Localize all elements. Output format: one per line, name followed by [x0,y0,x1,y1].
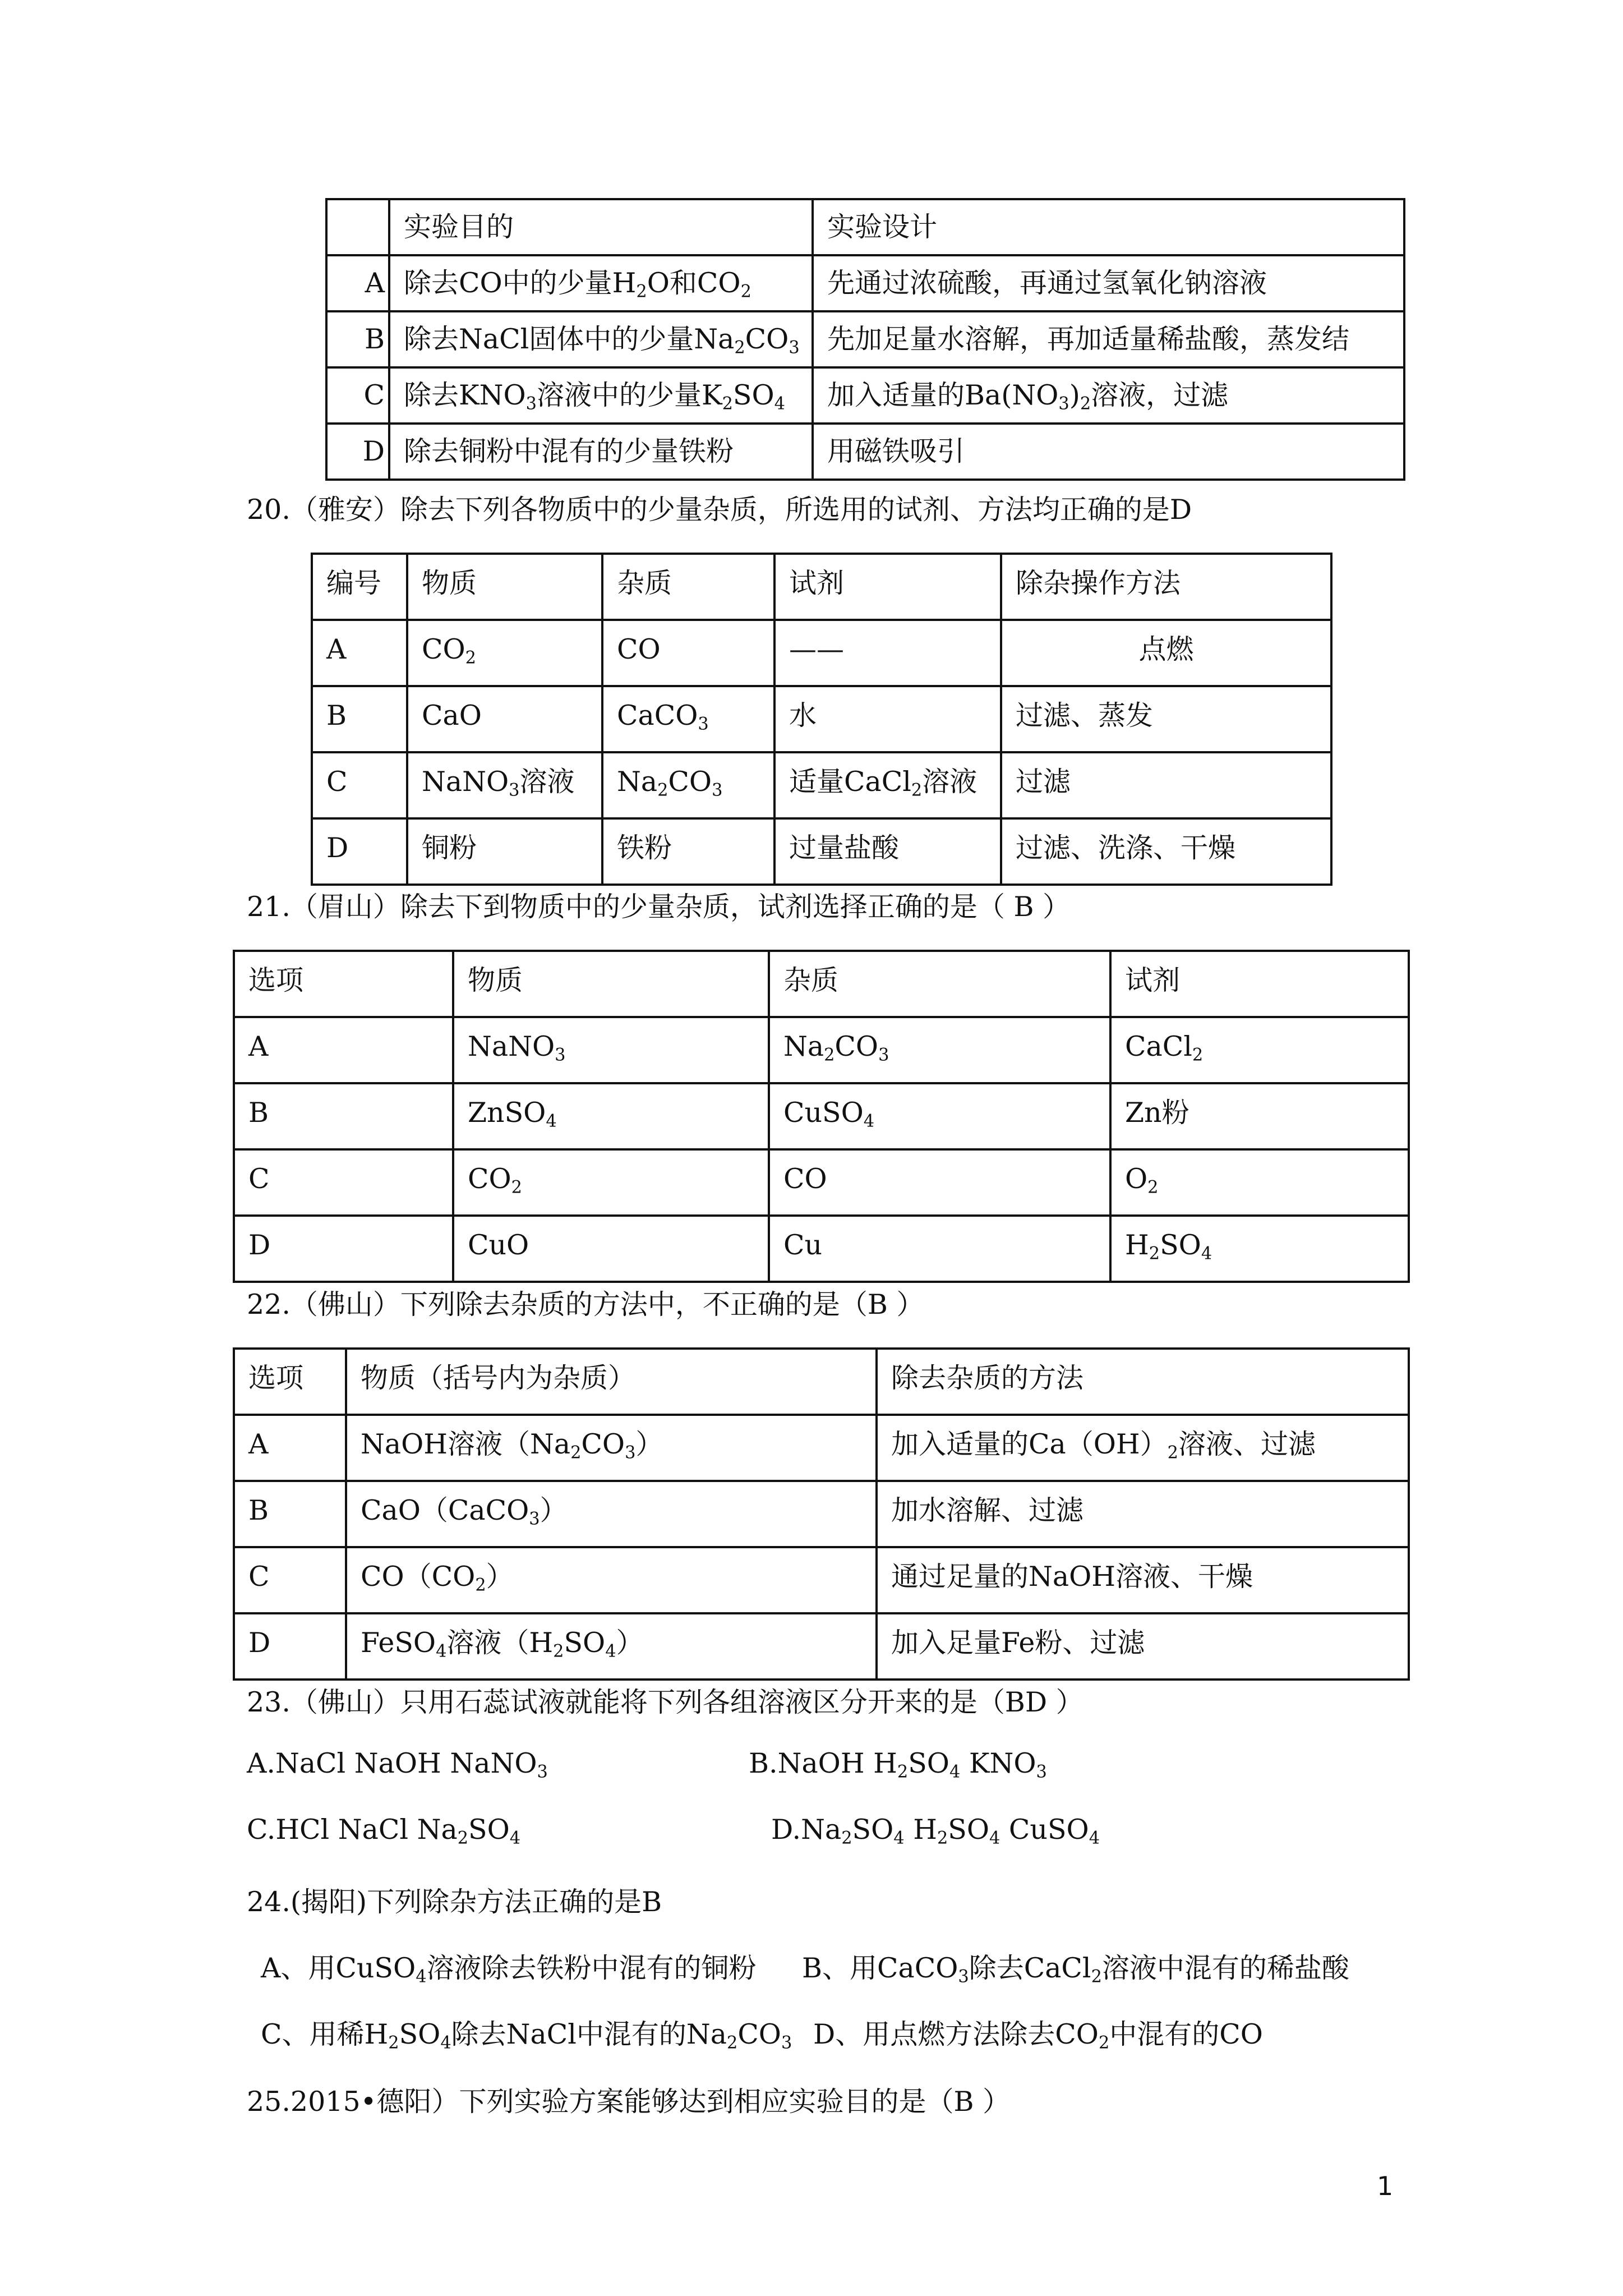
table-cell: CaCO$_3$ [602,686,774,752]
option-c: C、用稀$H_2SO_4$除去NaCl中混有的$Na_2CO_3$ [261,2018,792,2053]
header-cell: 除去杂质的方法 [877,1349,1409,1415]
table-cell: C [312,752,407,818]
table-header-row [234,951,1409,1017]
table-cell: NaNO$_3$ [453,1017,769,1083]
question-21: 21.（眉山）除去下到物质中的少量杂质，试剂选择正确的是（ B ） [247,891,1071,923]
table-cell: $O_2$ [1110,1149,1409,1216]
question-23: 23.（佛山）只用石蕊试液就能将下列各组溶液区分开来的是（BD ） [247,1686,1083,1718]
table-cell: 过量盐酸 [774,818,1001,885]
table-cell: ZnSO$_4$ [453,1083,769,1149]
table-cell: CuSO$_4$ [769,1083,1110,1149]
design-cell: 先加足量水溶解，再加适量稀盐酸，蒸发结 [813,311,1404,367]
table-cell: 加入足量Fe粉、过滤 [877,1613,1409,1680]
table-cell: $CO_2$ [453,1149,769,1216]
option-b: B、用CaCO$_3$除去CaCl$_2$溶液中混有的稀盐酸 [802,1952,1349,1987]
table-cell: D [234,1613,346,1680]
table-cell: 过滤、蒸发 [1001,686,1331,752]
table-cell: 过滤 [1001,752,1331,818]
header-cell: 实验目的 [389,199,813,255]
table-cell: 铁粉 [602,818,774,885]
goal-cell: 除去NaCl固体中的少量$Na_2CO_3$ [389,311,813,367]
table-cell: A [312,620,407,686]
goal-cell: 除去$KNO_3$溶液中的少量$K_2SO_4$ [389,367,813,424]
table-cell: Zn粉 [1110,1083,1409,1149]
table-cell: FeSO$_4$溶液$(H_2SO_4)$ [346,1613,877,1680]
table-cell: NaNO$_3$溶液 [407,752,602,818]
table-row [312,818,1331,885]
table-cell: CaO [407,686,602,752]
design-cell: 加入适量的$Ba(NO_3)_2$溶液，过滤 [813,367,1404,424]
table-row [234,1083,1409,1149]
option-d: D、用点燃方法除去$CO_2$中混有的CO [813,2018,1263,2053]
page-number: 1 [1377,2171,1394,2201]
header-cell: 实验设计 [813,199,1404,255]
table-cell: 铜粉 [407,818,602,885]
header-cell: 试剂 [774,554,1001,620]
header-cell: 物质 [453,951,769,1017]
table-row [234,1017,1409,1083]
goal-cell: 除去铜粉中混有的少量铁粉 [389,424,813,480]
table-row [326,367,1404,424]
question-24: 24.(揭阳)下列除杂方法正确的是B [247,1886,662,1918]
table-cell: 水 [774,686,1001,752]
table-row [234,1149,1409,1216]
table-cell: 适量CaCl$_2$溶液 [774,752,1001,818]
table-cell: A [234,1017,453,1083]
table-cell: $Na_2CO_3$ [602,752,774,818]
table-cell: —— [774,620,1001,686]
header-cell: 物质 [407,554,602,620]
table-cell: A [234,1415,346,1481]
header-cell: 选项 [234,1349,346,1415]
table-row [326,424,1404,480]
table-cell: 过滤、洗涤、干燥 [1001,818,1331,885]
row-label: A [326,255,389,311]
header-cell: 试剂 [1110,951,1409,1017]
option-b: B.NaOH $H_2SO_4$ $KNO_3$ [749,1747,1047,1782]
table-header-row [312,554,1331,620]
table-row [326,311,1404,367]
option-a: A.NaCl NaOH NaNO$_3$ [247,1747,548,1782]
table-row [234,1415,1409,1481]
header-cell [326,199,389,255]
table-cell: $Na_2CO_3$ [769,1017,1110,1083]
table-cell: NaOH溶液$(Na_2CO_3)$ [346,1415,877,1481]
row-label: B [326,311,389,367]
option-a: A、用CuSO$_4$溶液除去铁粉中混有的铜粉 [261,1952,757,1987]
header-cell: 杂质 [769,951,1110,1017]
table-row [326,255,1404,311]
table-cell: CO [602,620,774,686]
table-q20 [311,553,1332,886]
header-cell: 物质（括号内为杂质） [346,1349,877,1415]
question-20: 20.（雅安）除去下列各物质中的少量杂质，所选用的试剂、方法均正确的是D [247,494,1192,526]
question-22: 22.（佛山）下列除去杂质的方法中，不正确的是（B ） [247,1289,924,1320]
table-cell: 加水溶解、过滤 [877,1481,1409,1547]
table-cell: CO [769,1149,1110,1216]
header-cell: 杂质 [602,554,774,620]
table-cell: Cu [769,1216,1110,1282]
table-cell: B [234,1481,346,1547]
table-cell: C [234,1547,346,1613]
table-cell: B [312,686,407,752]
design-cell: 先通过浓硫酸，再通过氢氧化钠溶液 [813,255,1404,311]
header-cell: 除杂操作方法 [1001,554,1331,620]
table-row [234,1547,1409,1613]
table-cell: D [234,1216,453,1282]
table-cell: C [234,1149,453,1216]
row-label: D [326,424,389,480]
table-cell: 加入适量的$Ca(OH)_2$溶液、过滤 [877,1415,1409,1481]
table-cell: 通过足量的NaOH溶液、干燥 [877,1547,1409,1613]
table-experiment-design [325,198,1405,481]
table-row [234,1481,1409,1547]
option-c: C.HCl NaCl $Na_2SO_4$ [247,1814,521,1848]
design-cell: 用磁铁吸引 [813,424,1404,480]
table-q21 [233,950,1410,1283]
table-row [234,1613,1409,1680]
table-cell: CaO（CaCO$_3$） [346,1481,877,1547]
option-d: $D.Na_2SO_4$ $H_2SO_4$ CuSO$_4$ [771,1814,1100,1848]
table-row [312,686,1331,752]
table-cell: D [312,818,407,885]
header-cell: 编号 [312,554,407,620]
table-row [312,752,1331,818]
row-label: C [326,367,389,424]
goal-cell: 除去CO中的少量$H_2O$和$CO_2$ [389,255,813,311]
table-cell: $CO(CO_2)$ [346,1547,877,1613]
table-row [312,620,1331,686]
table-cell: CuO [453,1216,769,1282]
table-cell: B [234,1083,453,1149]
table-cell: 点燃 [1001,620,1331,686]
header-cell: 选项 [234,951,453,1017]
table-q22 [233,1347,1410,1681]
question-25: 25.2015•德阳）下列实验方案能够达到相应实验目的是（B ） [247,2086,1011,2118]
table-header-row [326,199,1404,255]
table-header-row [234,1349,1409,1415]
table-cell: CaCl$_2$ [1110,1017,1409,1083]
table-cell: $CO_2$ [407,620,602,686]
table-cell: $H_2SO_4$ [1110,1216,1409,1282]
table-row [234,1216,1409,1282]
